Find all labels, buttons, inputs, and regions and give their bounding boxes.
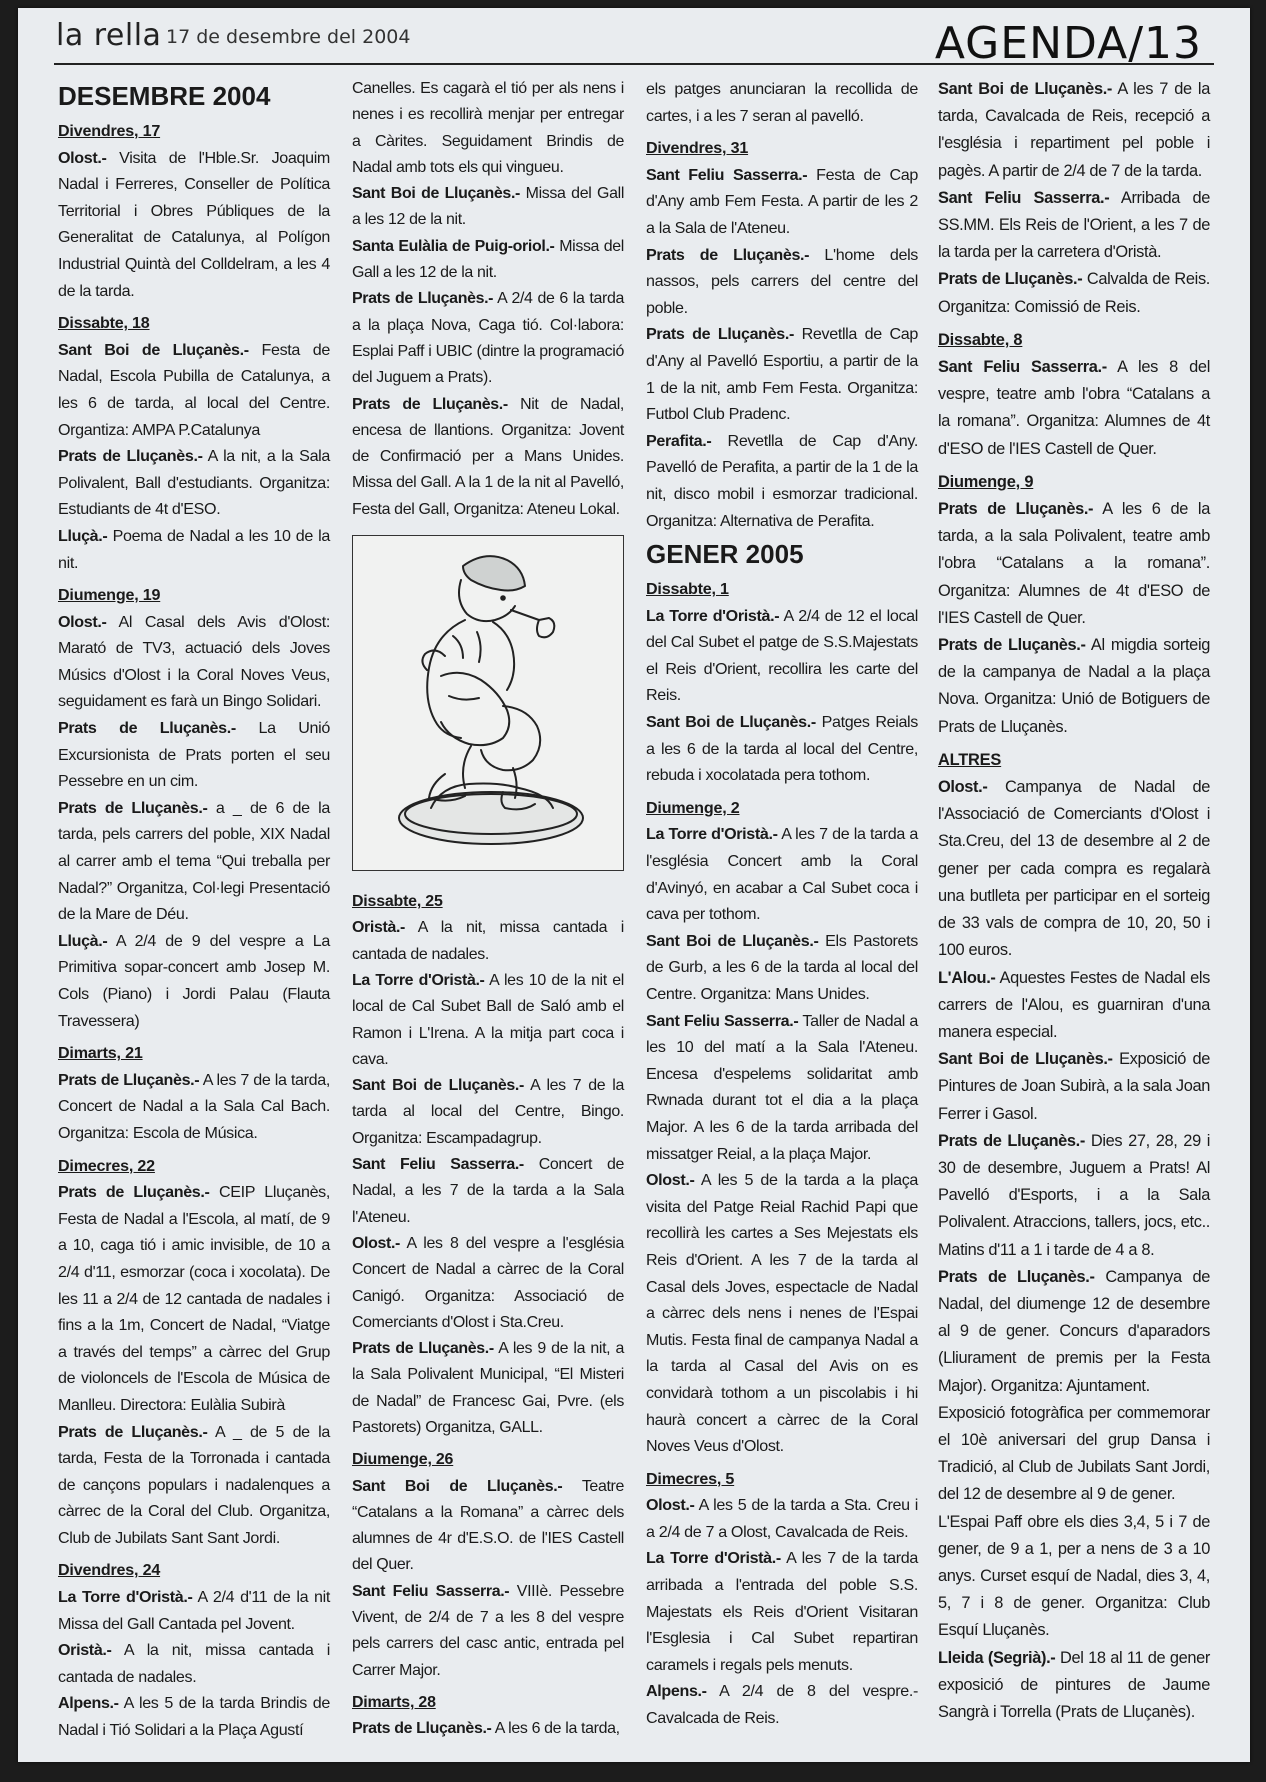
event-entry [58, 145, 330, 305]
event-place: Prats de Lluçanès.- [352, 290, 494, 308]
event-text: Revetlla de Cap d'Any al Pavelló Esportiu, a partir de la 1 de la nit, amb Fem Festa. Organitza: Futbol Club Pradenc. [646, 325, 918, 424]
event-place: Prats de Lluçanès.- [938, 1131, 1085, 1150]
event-text: A la nit, missa cantada i cantada de nadales. [58, 1641, 330, 1686]
event-entry [938, 185, 1210, 267]
event-text: Patges Reials a les 6 de la tarda al local del Centre, rebuda i xocolatada pera tothom. [646, 713, 918, 785]
event-place: Olost.- [58, 612, 107, 631]
event-entry [352, 1073, 624, 1152]
event-entry [938, 965, 1210, 1047]
event-entry [938, 1509, 1210, 1645]
event-place: Sant Boi de Lluçanès.- [938, 1050, 1113, 1069]
event-entry [646, 1167, 918, 1460]
event-place: Oristà.- [352, 919, 405, 937]
event-entry [352, 1152, 624, 1231]
day-heading: Dissabte, 25 [352, 893, 443, 911]
event-text: Taller de Nadal a les 10 del matí a la Sala l'Ateneu. Encesa d'espelems solidaritat amb Rwnada durant tot el dia a la plaça Major. A les 6 de la tarda arribada del missatger Reial, a la plaça Major. [646, 1011, 918, 1163]
event-entry [352, 1336, 624, 1441]
event-entry [646, 1008, 918, 1168]
event-entry [352, 1231, 624, 1336]
column-4 [938, 76, 1210, 1726]
event-place: Prats de Lluçanès.- [938, 1267, 1095, 1286]
event-entry [938, 1264, 1210, 1400]
event-text: A les 6 de la tarda, [491, 1720, 620, 1738]
event-place: Sant Feliu Sasserra.- [938, 358, 1107, 377]
event-text: A les 5 de la tarda Brindis de Nadal i Tió Solidari a la Plaça Agustí [58, 1694, 330, 1740]
event-place: Prats de Lluçanès.- [646, 245, 810, 264]
event-text: Exposició de Pintures de Joan Subirà, a la sala Joan Ferrer i Gasol. [938, 1050, 1210, 1123]
event-entry [646, 928, 918, 1008]
event-entry [646, 76, 918, 129]
event-entry [646, 603, 918, 709]
event-text: Del 18 al 11 de gener exposició de pintures de Jaume Sangrà i Torrella (Prats de Lluçanès). [938, 1648, 1210, 1721]
event-place: Alpens.- [646, 1682, 707, 1701]
day-heading: Dissabte, 8 [938, 330, 1023, 349]
event-text: els patges anunciaran la recollida de cartes, i a les 7 seran al pavelló. [646, 80, 918, 125]
event-entry [646, 1492, 918, 1545]
event-place: Olost.- [352, 1234, 401, 1252]
event-place: Sant Boi de Lluçanès.- [646, 713, 816, 732]
event-place: Prats de Lluçanès.- [352, 1720, 492, 1738]
day-heading: Divendres, 31 [646, 139, 749, 158]
event-entry [352, 181, 624, 234]
event-entry [938, 1128, 1210, 1264]
event-entry [938, 76, 1210, 185]
event-entry [938, 1400, 1210, 1509]
event-place: Sant Boi de Lluçanès.- [352, 1077, 524, 1095]
event-place: Perafita.- [646, 431, 712, 450]
event-text: L'home dels nassos, pels carrers del centre del poble. [646, 245, 918, 317]
illustration-figure [352, 535, 624, 871]
event-text: Poema de Nadal a les 10 de la nit. [58, 526, 330, 572]
day-heading: ALTRES [938, 750, 1002, 769]
event-text: A la nit, missa cantada i cantada de nadales. [352, 919, 624, 963]
event-text: A 2/4 de 12 el local del Cal Subet el patge de S.S.Majestats el Reis d'Orient, recollira les carte del Reis. [646, 606, 918, 705]
month-heading: DESEMBRE 2004 [58, 81, 271, 111]
newspaper-page [18, 8, 1250, 1762]
event-text: A les 5 de la tarda a la plaça visita del Patge Reial Rachid Papi que recollirà les cartes a Ses Mejestats els Reis d'Orient. A les 7 de la tarda al Casal dels Joves, espectacle de Nadal a càrrec dels nens i nenes de l'Espai Mutis. Festa final de campanya Nadal a la tarda al Casal del Avis on es convidarà tothom a un piscolabis i hi haurà concert a càrrec de la Coral Noves Veus d'Olost. [646, 1171, 918, 1456]
event-entry [938, 1645, 1210, 1727]
event-entry [58, 443, 330, 523]
event-entry [938, 266, 1210, 320]
event-place: La Torre d'Oristà.- [646, 1549, 781, 1568]
event-text: Aquestes Festes de Nadal els carrers de l'Alou, es guarniran d'una manera especial. [938, 968, 1210, 1041]
issue-date: 17 de desembre del 2004 [166, 26, 411, 48]
event-place: La Torre d'Oristà.- [352, 971, 485, 989]
event-place: Prats de Lluçanès.- [58, 719, 236, 738]
event-entry [58, 1067, 330, 1147]
pipe-smoking-figure-icon [353, 536, 623, 870]
column-2 [352, 76, 624, 1743]
event-entry [352, 1716, 624, 1742]
event-place: La Torre d'Oristà.- [58, 1588, 193, 1607]
event-text: CEIP Lluçanès, Festa de Nadal a l'Escola, al matí, de 9 a 10, caga tió i amic invisible, de 10 a 2/4 d'11, esmorzar (coca i xocolata). De les 11 a 2/4 de 12 cantada de nadales i fins a la 1m, Concert de Nadal, “Viatge a través del temps” a càrrec del Grup de violoncels de l'Escola de Música de Manlleu. Directora: Eulàlia Subirà [58, 1183, 330, 1414]
event-text: A les 5 de la tarda a Sta. Creu i a 2/4 de 7 a Olost, Cavalcada de Reis. [646, 1496, 918, 1541]
header-rule [54, 63, 1214, 65]
event-text: a _ de 6 de la tarda, pels carrers del poble, XIX Nadal al carrer amb el tema “Qui treballa per Nadal?” Organitza, Col·legi Presentació de la Mare de Déu. [58, 798, 330, 924]
event-text: Missa del Gall a les 12 de la nit. [352, 185, 625, 229]
event-entry [938, 1046, 1210, 1128]
publication-name: la rella [56, 18, 162, 53]
event-place: Prats de Lluçanès.- [938, 500, 1094, 519]
event-entry [646, 1545, 918, 1678]
event-entry [646, 162, 918, 242]
event-text: Dies 27, 28, 29 i 30 de desembre, Juguem a Prats! Al Pavelló d'Esports, i a la Sala Polivalent. Atraccions, tallers, jocs, etc.. Matins d'11 a 1 i tarde de 4 a 8. [938, 1131, 1211, 1259]
day-heading: Dimecres, 5 [646, 1469, 735, 1488]
event-place: Santa Eulàlia de Puig-oriol.- [352, 237, 555, 255]
event-place: Sant Feliu Sasserra.- [352, 1156, 524, 1174]
day-heading: Diumenge, 9 [938, 472, 1034, 491]
event-entry [58, 1419, 330, 1552]
event-entry [352, 392, 624, 523]
day-heading: Diumenge, 2 [646, 798, 740, 817]
event-place: Prats de Lluçanès.- [58, 1183, 210, 1202]
day-heading: Divendres, 17 [58, 122, 161, 140]
event-text: Exposició fotogràfica per commemorar el 10è aniversari del grup Dansa i Tradició, al Club de Jubilats Sant Jordi, del 12 de desembre al 9 de gener. [938, 1403, 1210, 1504]
event-text: A les 8 del vespre, teatre amb l'obra “Catalans a la romana”. Organitza: Alumnes de 4t d'ESO de l'IES Castell de Quer. [938, 358, 1210, 458]
event-entry [58, 715, 330, 795]
day-heading: Dimarts, 21 [58, 1044, 143, 1063]
event-place: Sant Feliu Sasserra.- [352, 1582, 510, 1600]
event-text: A 2/4 d'11 de la nit Missa del Gall Cantada pel Jovent. [58, 1588, 330, 1633]
event-text: A 2/4 de 6 la tarda a la plaça Nova, Caga tió. Col·labora: Esplai Paff i UBIC (dintre la programació del Juguem a Prats). [352, 290, 624, 387]
event-entry [938, 632, 1210, 741]
event-entry [58, 1690, 330, 1743]
event-place: Lleida (Segrià).- [938, 1648, 1056, 1667]
event-entry [58, 1179, 330, 1418]
event-text: A les 7 de la tarda arribada a l'entrada del poble S.S. Majestats els Reis d'Orient Visitaran l'Esglesia i Cal Subet repartiran caramels i regals pels menuts. [646, 1549, 918, 1674]
event-text: Campanya de Nadal, del diumenge 12 de desembre al 9 de gener. Concurs d'aparadors (Lliurament de premis per la Festa Major). Organitza: Ajuntament. [938, 1267, 1210, 1395]
column-1 [58, 76, 330, 1744]
day-heading: Divendres, 24 [58, 1561, 161, 1580]
event-text: Missa del Gall a les 12 de la nit. [352, 237, 624, 282]
event-place: Sant Feliu Sasserra.- [646, 165, 808, 184]
event-place: La Torre d'Oristà.- [646, 825, 778, 844]
event-entry [352, 968, 624, 1073]
event-entry [352, 234, 624, 287]
day-heading: Dissabte, 18 [58, 314, 150, 333]
event-place: Oristà.- [58, 1641, 112, 1660]
event-place: L'Alou.- [938, 968, 996, 987]
event-place: Sant Boi de Lluçanès.- [938, 80, 1113, 98]
event-place: Prats de Lluçanès.- [58, 1070, 200, 1089]
column-3 [646, 76, 918, 1732]
event-place: Prats de Lluçanès.- [938, 270, 1083, 289]
event-entry [938, 774, 1210, 964]
event-entry [938, 496, 1210, 632]
event-place: Sant Boi de Lluçanès.- [58, 340, 249, 359]
event-place: Sant Feliu Sasserra.- [646, 1011, 799, 1030]
section-title: AGENDA/13 [934, 18, 1202, 69]
event-text: A les 8 del vespre a l'església Concert de Nadal a càrrec de la Coral Canigó. Organitza: Associació de Comerciants d'Olost i Sta.Creu. [352, 1234, 624, 1331]
event-place: Sant Boi de Lluçanès.- [352, 1477, 563, 1495]
day-heading: Dissabte, 1 [646, 580, 729, 599]
event-place: Olost.- [646, 1496, 695, 1515]
event-place: Olost.- [58, 148, 107, 167]
event-entry [58, 337, 330, 443]
event-place: Lluçà.- [58, 526, 108, 545]
event-entry [352, 286, 624, 391]
event-place: Prats de Lluçanès.- [938, 636, 1086, 655]
event-place: Olost.- [646, 1171, 695, 1190]
day-heading: Diumenge, 19 [58, 586, 161, 605]
event-text: A 2/4 de 9 del vespre a La Primitiva sopar-concert amb Josep M. Cols (Piano) i Jordi Palau (Flauta Travessera) [58, 931, 330, 1030]
event-place: Prats de Lluçanès.- [352, 395, 508, 413]
event-text: A les 7 de la tarda, Cavalcada de Reis, recepció a l'església i repartiment pel poble i pagès. A partir de 2/4 de 7 de la tarda. [938, 80, 1210, 180]
event-text: A _ de 5 de la tarda, Festa de la Torronada i cantada de cançons populars i nadalenques a càrrec de la Coral del Club. Organitza, Club de Jubilats Sant Sant Jordi. [58, 1422, 331, 1547]
event-place: Prats de Lluçanès.- [646, 325, 794, 344]
event-entry [58, 1637, 330, 1690]
event-place: Sant Feliu Sasserra.- [938, 188, 1110, 207]
event-text: A la nit, a la Sala Polivalent, Ball d'estudiants. Organitza: Estudiants de 4t d'ESO. [58, 447, 330, 519]
event-text: Visita de l'Hble.Sr. Joaquim Nadal i Ferreres, Conseller de Política Territorial i Obres Públiques de la Generalitat de Catalunya, al Polígon Industrial Quintà del Colldelram, a les 4 de la tarda. [58, 148, 330, 300]
event-text: A les 7 de la tarda al local del Centre, Bingo. Organitza: Escampadagrup. [352, 1077, 624, 1147]
event-place: Lluçà.- [58, 931, 108, 950]
event-entry [352, 1474, 624, 1579]
event-entry [646, 242, 918, 322]
event-text: L'Espai Paff obre els dies 3,4, 5 i 7 de gener, de 9 a 1, per a nens de 3 a 10 anys. Curset esquí de Nadal, dies 3, 4, 5, 7 i 8 de gener. Organitza: Club Esquí Lluçanès. [938, 1512, 1210, 1640]
event-place: Olost.- [938, 778, 988, 797]
event-entry [352, 915, 624, 968]
event-text: A les 9 de la nit, a la Sala Polivalent Municipal, “El Misteri de Nadal” de Francesc Gai, Pvre. (els Pastorets) Organitza, GALL. [352, 1340, 624, 1436]
event-entry [646, 709, 918, 789]
event-text: A 2/4 de 8 del vespre.- Cavalcada de Reis. [646, 1682, 918, 1728]
event-text: A les 7 de la tarda a l'església Concert amb la Coral d'Avinyó, en acabar a Cal Subet coca i cava per tothom. [646, 825, 918, 924]
event-text: Concert de Nadal, a les 7 de la tarda a la Sala l'Ateneu. [352, 1156, 624, 1226]
event-entry [58, 928, 330, 1034]
event-text: A les 10 de la nit el local de Cal Subet Ball de Saló amb el Ramon i L'Irena. A la mitja part coca i cava. [352, 971, 624, 1068]
event-text: Canelles. Es cagarà el tió per als nens i nenes i es recollirà menjar per entregar a Càrites. Seguidament Brindis de Nadal amb tots els qui vingueu. [352, 80, 624, 176]
event-entry [938, 354, 1210, 463]
event-place: Prats de Lluçanès.- [58, 798, 208, 817]
event-text: Arribada de SS.MM. Els Reis de l'Orient, a les 7 de la tarda per la carretera d'Oristà. [938, 188, 1210, 262]
event-text: Campanya de Nadal de l'Associació de Comerciants d'Olost i Sta.Creu, del 13 de desembre al 2 de gener per cada compra es regalarà una butlleta per participar en el sorteig de 33 vals de compra de 10, 20, 50 i 100 euros. [938, 778, 1210, 960]
event-text: A les 6 de la tarda, a la sala Polivalent, teatre amb l'obra “Catalans a la romana”. Organitza: Alumnes de 4t d'ESO de l'IES Castell de Quer. [938, 500, 1210, 627]
event-text: Calvalda de Reis. Organitza: Comissió de Reis. [938, 270, 1211, 316]
event-entry [646, 428, 918, 534]
event-entry [58, 1584, 330, 1637]
day-heading: Dimarts, 28 [352, 1693, 436, 1711]
event-text: Al migdia sorteig de la campanya de Nadal a la plaça Nova. Organitza: Unió de Botiguers de Prats de Lluçanès. [938, 636, 1211, 736]
event-entry [58, 523, 330, 576]
event-text: Festa de Cap d'Any amb Fem Festa. A partir de les 2 a la Sala de l'Ateneu. [646, 165, 918, 237]
event-place: La Torre d'Oristà.- [646, 606, 780, 625]
event-entry [58, 609, 330, 715]
event-place: Prats de Lluçanès.- [352, 1340, 494, 1358]
event-text: Nit de Nadal, encesa de llantions. Organitza: Jovent de Confirmació per a Mans Unides. Missa del Gall. A la 1 de la nit al Pavelló, Festa del Gall, Organitza: Ateneu Lokal. [352, 395, 624, 518]
month-heading: GENER 2005 [646, 539, 804, 570]
event-entry [646, 1678, 918, 1731]
day-heading: Diumenge, 26 [352, 1451, 454, 1469]
event-text: La Unió Excursionista de Prats porten el seu Pessebre en un cim. [58, 719, 330, 791]
event-text: A les 7 de la tarda, Concert de Nadal a la Sala Cal Bach. Organitza: Escola de Música. [58, 1070, 330, 1142]
event-entry [352, 76, 624, 181]
event-text: Festa de Nadal, Escola Pubilla de Catalunya, a les 6 de tarda, al local del Centre. Organtiza: AMPA P.Catalunya [58, 340, 330, 439]
event-place: Sant Boi de Lluçanès.- [352, 185, 520, 203]
event-entry [646, 821, 918, 927]
event-text: VIIIè. Pessebre Vivent, de 2/4 de 7 a les 8 del vespre pels carrers del casc antic, entrada pel Carrer Major. [352, 1582, 624, 1679]
event-entry [352, 1579, 624, 1684]
day-heading: Dimecres, 22 [58, 1156, 155, 1175]
event-text: Teatre “Catalans a la Romana” a càrrec dels alumnes de 4r d'E.S.O. de l'IES Castell del Quer. [352, 1477, 625, 1574]
event-place: Prats de Lluçanès.- [58, 1422, 208, 1441]
event-place: Sant Boi de Lluçanès.- [646, 931, 819, 950]
event-entry [646, 321, 918, 427]
event-text: Al Casal dels Avis d'Olost: Marató de TV3, actuació dels Joves Músics d'Olost i la Coral Noves Veus, seguidament es farà un Bingo Solidari. [58, 612, 330, 711]
event-place: Alpens.- [58, 1694, 119, 1713]
event-text: Els Pastorets de Gurb, a les 6 de la tarda al local del Centre. Organitza: Mans Unides. [646, 931, 918, 1003]
event-text: Revetlla de Cap d'Any. Pavelló de Perafita, a partir de la 1 de la nit, disco mobil i esmorzar tradicional. Organitza: Alternativa de Perafita. [646, 431, 918, 530]
event-entry [58, 795, 330, 928]
event-place: Prats de Lluçanès.- [58, 447, 203, 466]
